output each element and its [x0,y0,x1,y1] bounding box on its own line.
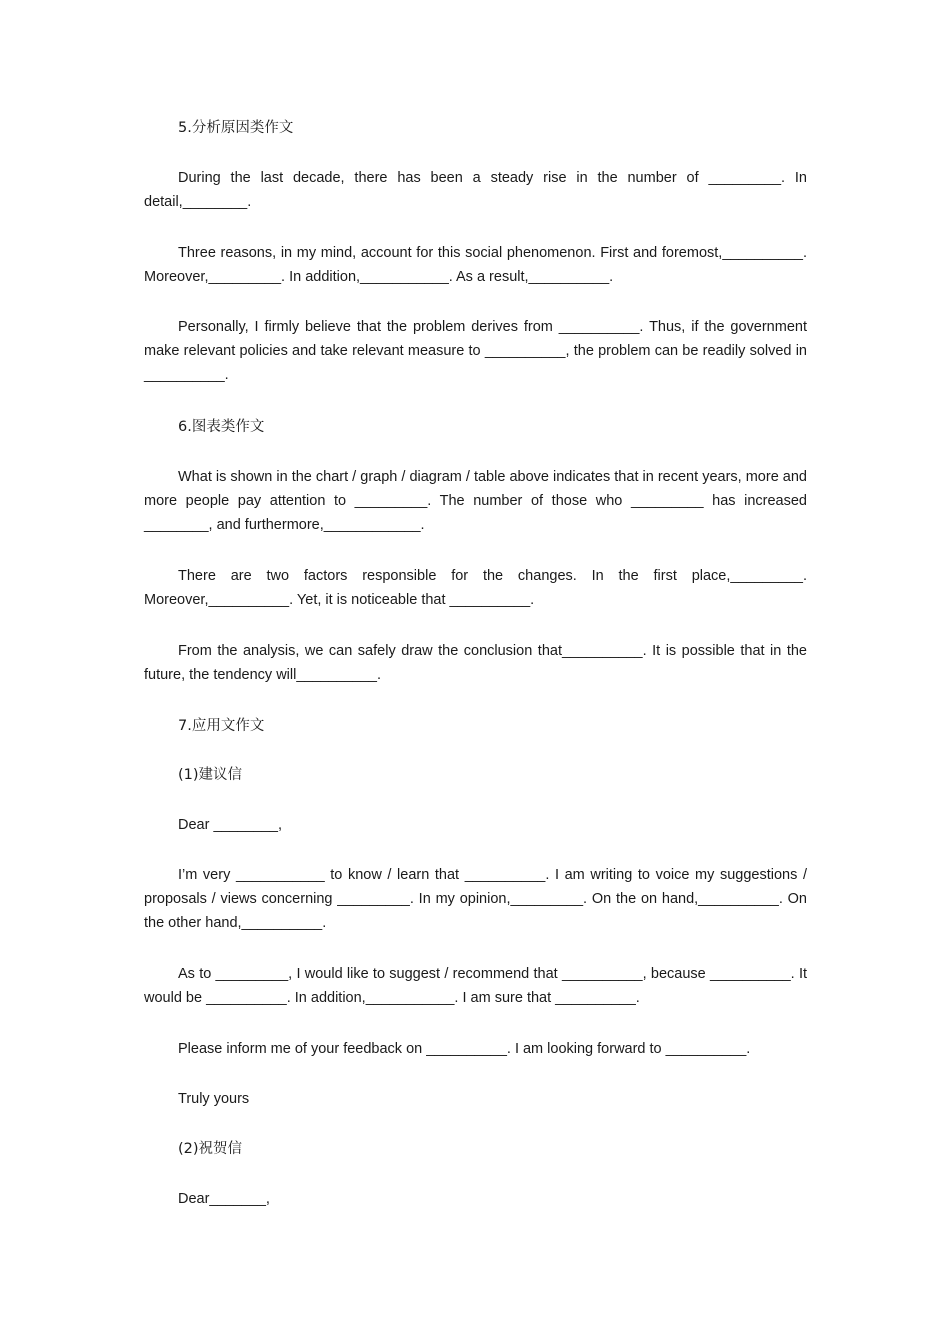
section-5-paragraph-2: Three reasons, in my mind, account for this social phenomenon. First and foremost,__________. Moreover,_________. In addition,___________. As a result,__________. [144,245,807,285]
suggestion-letter-title: (1)建议信 [178,767,243,783]
suggestion-letter-paragraph-2: As to _________, I would like to suggest / recommend that __________, because __________. It would be __________. In addition,___________. I am sure that __________. [144,966,807,1006]
section-5-paragraph-3: Personally, I firmly believe that the problem derives from __________. Thus, if the government make relevant policies and take relevant measure to __________, the problem can be readily solved in __________. [144,319,807,383]
section-5-paragraph-1: During the last decade, there has been a steady rise in the number of _________. In detail,________. [144,170,807,210]
suggestion-letter-closing: Truly yours [178,1091,250,1107]
suggestion-letter-salutation: Dear ________, [178,817,282,833]
congratulation-letter-salutation: Dear_______, [178,1191,270,1207]
section-6-paragraph-3: From the analysis, we can safely draw the conclusion that__________. It is possible that in the future, the tendency will__________. [144,643,807,683]
section-6-paragraph-2: There are two factors responsible for the changes. In the first place,_________. Moreover,__________. Yet, it is noticeable that __________. [144,568,807,608]
section-6-paragraph-1: What is shown in the chart / graph / diagram / table above indicates that in recent years, more and more people pay attention to _________. The number of those who _________ has increased ________, and furthermore,____________. [144,469,807,533]
section-5-title: 5.分析原因类作文 [178,120,294,136]
suggestion-letter-paragraph-3: Please inform me of your feedback on __________. I am looking forward to __________. [178,1041,751,1057]
section-7-title: 7.应用文作文 [178,718,265,734]
congratulation-letter-title: (2)祝贺信 [178,1141,243,1157]
suggestion-letter-paragraph-1: I’m very ___________ to know / learn that __________. I am writing to voice my suggestions / proposals / views concerning _________. In my opinion,_________. On the on hand,__________. On the other hand,__________. [144,867,807,931]
section-6-title: 6.图表类作文 [178,419,265,435]
